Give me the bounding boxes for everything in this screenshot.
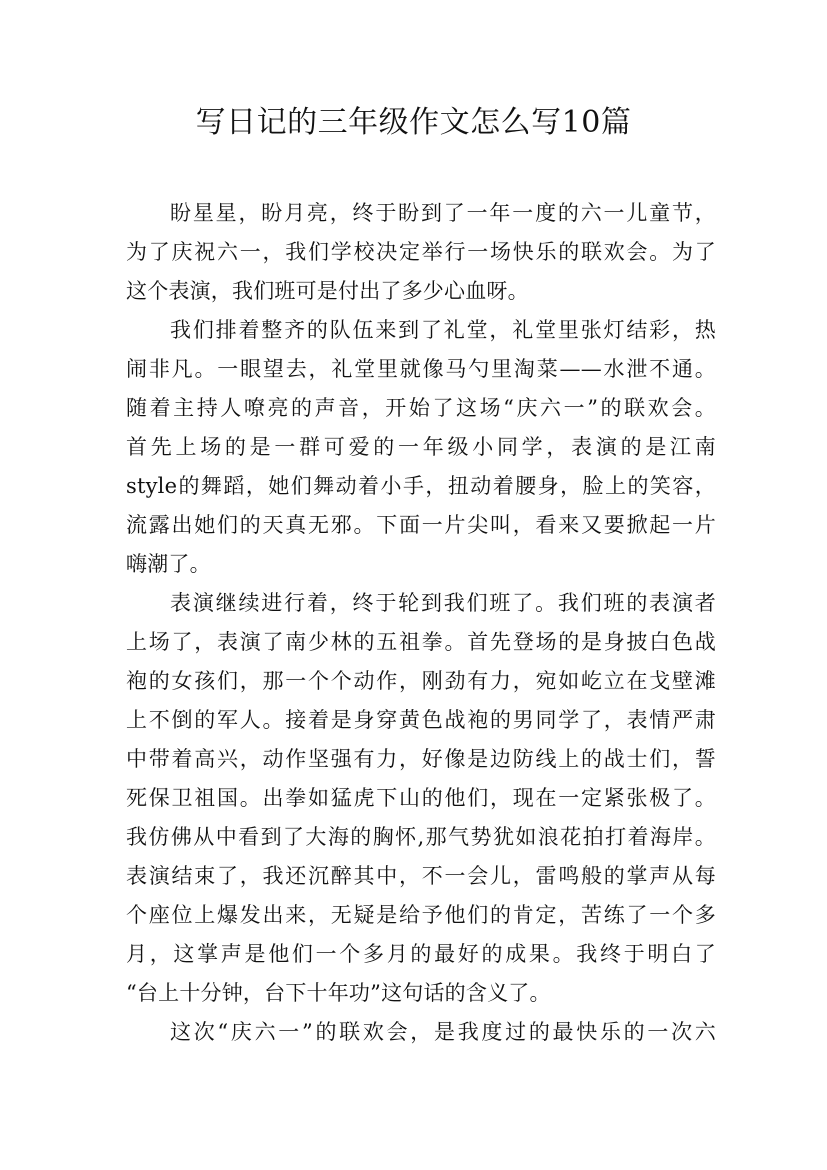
body-line: 随着主持人嘹亮的声音，开始了这场“庆六一”的联欢会。 (126, 396, 716, 420)
body-line: style的舞蹈，她们舞动着小手，扭动着腰身，脸上的笑容， (126, 474, 716, 498)
body-line: 闹非凡。一眼望去，礼堂里就像马勺里淘菜——水泄不通。 (126, 357, 716, 381)
body-line: 死保卫祖国。出拳如猛虎下山的他们，现在一定紧张极了。 (126, 786, 716, 810)
body-line: 袍的女孩们，那一个个动作，刚劲有力，宛如屹立在戈壁滩 (126, 669, 716, 693)
body-line: 嗨潮了。 (126, 552, 211, 576)
body-line: 为了庆祝六一，我们学校决定举行一场快乐的联欢会。为了 (126, 240, 716, 264)
document-body (126, 194, 716, 1052)
body-line: 这个表演，我们班可是付出了多少心血呀。 (126, 279, 529, 303)
body-line: 月，这掌声是他们一个多月的最好的成果。我终于明白了 (126, 942, 716, 966)
body-line: 流露出她们的天真无邪。下面一片尖叫，看来又要掀起一片 (126, 513, 716, 537)
body-line: “台上十分钟，台下十年功”这句话的含义了。 (126, 981, 551, 1005)
body-line: 我们排着整齐的队伍来到了礼堂，礼堂里张灯结彩，热 (170, 318, 716, 342)
body-line: 盼星星，盼月亮，终于盼到了一年一度的六一儿童节， (170, 201, 716, 225)
body-line: 首先上场的是一群可爱的一年级小同学，表演的是江南 (126, 435, 716, 459)
document-title: 写日记的三年级作文怎么写10篇 (195, 105, 632, 140)
body-line: 这次“庆六一”的联欢会，是我度过的最快乐的一次六 (170, 1020, 716, 1044)
body-line: 我仿佛从中看到了大海的胸怀,那气势犹如浪花拍打着海岸。 (126, 825, 716, 849)
body-line: 个座位上爆发出来，无疑是给予他们的肯定，苦练了一个多 (126, 903, 716, 927)
body-line: 上场了，表演了南少林的五祖拳。首先登场的是身披白色战 (126, 630, 716, 654)
body-line: 中带着高兴，动作坚强有力，好像是边防线上的战士们，誓 (126, 747, 716, 771)
body-line: 上不倒的军人。接着是身穿黄色战袍的男同学了，表情严肃 (126, 708, 716, 732)
body-line: 表演结束了，我还沉醉其中，不一会儿，雷鸣般的掌声从每 (126, 864, 716, 888)
body-line: 表演继续进行着，终于轮到我们班了。我们班的表演者 (170, 591, 716, 615)
